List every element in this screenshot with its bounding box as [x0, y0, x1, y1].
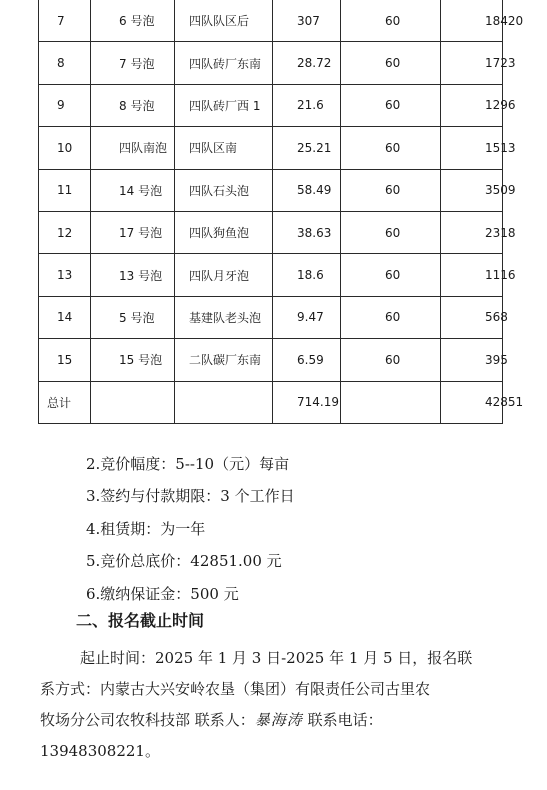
- term-deposit: 6.缴纳保证金：500 元: [86, 584, 239, 603]
- paragraph-line: 起止时间：2025 年 1 月 3 日-2025 年 1 月 5 日，报名联: [80, 649, 473, 667]
- location-cell: 四队狗鱼泡: [175, 211, 273, 253]
- contact-person-signature: 暴海涛: [254, 711, 303, 729]
- amount-cell: 568: [441, 296, 503, 338]
- area-cell: 38.63: [273, 211, 341, 253]
- pond-name-cell: 13 号泡: [91, 254, 175, 296]
- area-cell: 714.19: [273, 381, 341, 423]
- lease-table: [38, 0, 524, 424]
- amount-cell: 395: [441, 339, 503, 381]
- deadline-paragraph: [40, 643, 500, 767]
- term-bid-increment: 2.竞价幅度：5--10（元）每亩: [86, 455, 290, 473]
- table-row: [39, 254, 503, 296]
- row-number-cell: 15: [39, 339, 91, 381]
- row-number-cell: 总计: [39, 381, 91, 423]
- contact-phone-number: 13948308221。: [40, 742, 160, 760]
- area-cell: 18.6: [273, 254, 341, 296]
- amount-cell: 18420: [441, 0, 503, 42]
- location-cell: [175, 381, 273, 423]
- pond-name-cell: [91, 381, 175, 423]
- pond-name-cell: 6 号泡: [91, 0, 175, 42]
- location-cell: 四队砖厂东南: [175, 42, 273, 84]
- area-cell: 21.6: [273, 84, 341, 126]
- paragraph-line: [40, 705, 500, 736]
- pond-name-cell: 5 号泡: [91, 296, 175, 338]
- unit-price-cell: 60: [341, 211, 441, 253]
- amount-cell: 1296: [441, 84, 503, 126]
- table-row: [39, 296, 503, 338]
- amount-cell: 1723: [441, 42, 503, 84]
- area-cell: 58.49: [273, 169, 341, 211]
- location-cell: 四队队区后: [175, 0, 273, 42]
- amount-cell: 1513: [441, 127, 503, 169]
- table-row: [39, 127, 503, 169]
- location-cell: 四队月牙泡: [175, 254, 273, 296]
- table-row: [39, 169, 503, 211]
- contact-phone-label: 联系电话：: [302, 711, 383, 729]
- pond-name-cell: 7 号泡: [91, 42, 175, 84]
- table-total-row: [39, 381, 503, 423]
- amount-cell: 3509: [441, 169, 503, 211]
- unit-price-cell: 60: [341, 127, 441, 169]
- row-number-cell: 8: [39, 42, 91, 84]
- unit-price-cell: 60: [341, 296, 441, 338]
- unit-price-cell: 60: [341, 169, 441, 211]
- location-cell: 二队碳厂东南: [175, 339, 273, 381]
- table-row: [39, 84, 503, 126]
- unit-price-cell: 60: [341, 84, 441, 126]
- pond-name-cell: 14 号泡: [91, 169, 175, 211]
- term-payment-deadline: 3.签约与付款期限：3 个工作日: [86, 487, 295, 506]
- paragraph-line: 系方式：内蒙古大兴安岭农垦（集团）有限责任公司古里农: [40, 680, 431, 698]
- table-row: [39, 0, 503, 42]
- pond-name-cell: 15 号泡: [91, 339, 175, 381]
- row-number-cell: 13: [39, 254, 91, 296]
- pond-name-cell: 17 号泡: [91, 211, 175, 253]
- unit-price-cell: 60: [341, 42, 441, 84]
- contact-department-text: 牧场分公司农牧科技部 联系人：: [40, 711, 255, 729]
- unit-price-cell: 60: [341, 339, 441, 381]
- unit-price-cell: [341, 381, 441, 423]
- row-number-cell: 11: [39, 169, 91, 211]
- location-cell: 基建队老头泡: [175, 296, 273, 338]
- area-cell: 9.47: [273, 296, 341, 338]
- area-cell: 28.72: [273, 42, 341, 84]
- amount-cell: 42851: [441, 381, 503, 423]
- row-number-cell: 10: [39, 127, 91, 169]
- amount-cell: 2318: [441, 211, 503, 253]
- location-cell: 四队砖厂西 1: [175, 84, 273, 126]
- row-number-cell: 7: [39, 0, 91, 42]
- table-row: [39, 211, 503, 253]
- table-row: [39, 42, 503, 84]
- unit-price-cell: 60: [341, 254, 441, 296]
- area-cell: 307: [273, 0, 341, 42]
- amount-cell: 1116: [441, 254, 503, 296]
- location-cell: 四队石头泡: [175, 169, 273, 211]
- row-number-cell: 12: [39, 211, 91, 253]
- term-reserve-price: 5.竞价总底价：42851.00 元: [86, 552, 282, 571]
- term-lease-period: 4.租赁期：为一年: [86, 519, 206, 538]
- row-number-cell: 14: [39, 296, 91, 338]
- location-cell: 四队区南: [175, 127, 273, 169]
- pond-name-cell: 8 号泡: [91, 84, 175, 126]
- table-row: [39, 339, 503, 381]
- section-heading-deadline: 二、报名截止时间: [76, 611, 205, 630]
- lease-table-body: [39, 0, 524, 423]
- area-cell: 6.59: [273, 339, 341, 381]
- terms-list: [86, 448, 295, 610]
- pond-name-cell: 四队南泡: [91, 127, 175, 169]
- area-cell: 25.21: [273, 127, 341, 169]
- unit-price-cell: 60: [341, 0, 441, 42]
- row-number-cell: 9: [39, 84, 91, 126]
